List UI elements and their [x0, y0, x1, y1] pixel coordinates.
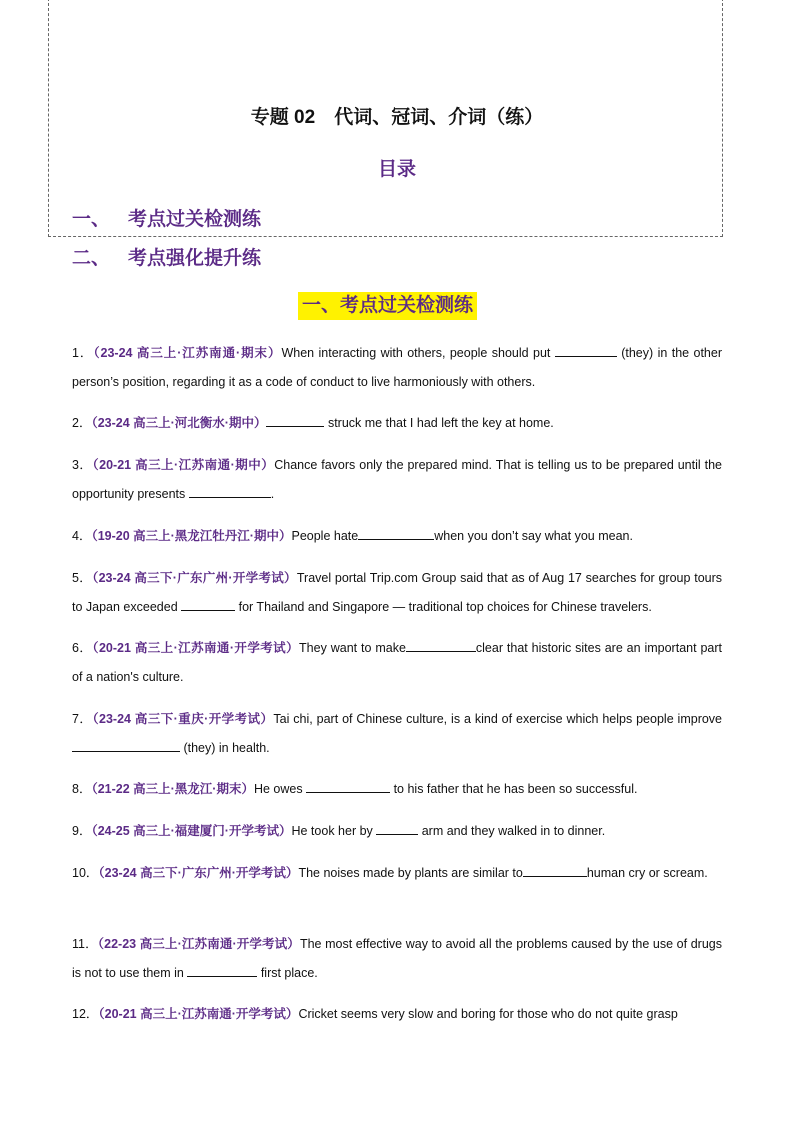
- question-text-after: arm and they walked in to dinner.: [418, 824, 606, 838]
- answer-blank[interactable]: [189, 485, 271, 498]
- question-12: [72, 1000, 722, 1029]
- question-10: [72, 859, 722, 888]
- question-source: （20-21 高三上·江苏南通·期中）: [92, 458, 275, 472]
- question-number: 8．: [72, 782, 92, 796]
- question-6: [72, 634, 722, 691]
- question-source: （21-22 高三上·黑龙江·期末）: [91, 782, 254, 796]
- question-number: 10．: [72, 866, 99, 880]
- question-number: 4．: [72, 529, 92, 543]
- toc-item-label: 考点过关检测练: [128, 209, 262, 230]
- page-title: 专题 02 代词、冠词、介词（练）: [250, 107, 544, 128]
- toc-item-label: 考点强化提升练: [128, 248, 262, 269]
- question-number: 2．: [72, 416, 92, 430]
- toc-item-2[interactable]: [72, 243, 261, 270]
- toc-item-number: 一、: [72, 209, 111, 230]
- question-text-before: People hate: [291, 529, 359, 543]
- question-source: （20-21 高三上·江苏南通·开学考试）: [98, 1007, 299, 1021]
- question-source: （24-25 高三上·福建厦门·开学考试）: [91, 824, 292, 838]
- answer-blank[interactable]: [555, 344, 617, 357]
- toc-item-1[interactable]: [72, 204, 261, 231]
- question-number: 12．: [72, 1007, 99, 1021]
- question-source: （23-24 高三下·广东广州·开学考试）: [98, 866, 299, 880]
- question-text-before: They want to make: [299, 641, 406, 655]
- question-text-after: .: [270, 486, 275, 501]
- question-number: 3．: [72, 458, 93, 472]
- question-text-before: Travel portal Trip.com Group said that as of Aug 17 searches for group tours to Japan exceeded: [72, 571, 723, 614]
- question-text-before: Chance favors only the prepared mind. That is telling us to be prepared until the opportunity presents: [72, 458, 722, 501]
- question-text-after: for Thailand and Singapore — traditional top choices for Chinese travelers.: [235, 599, 652, 614]
- question-text-after: when you don’t say what you mean.: [434, 529, 633, 543]
- question-text-after: first place.: [257, 965, 318, 980]
- question-text-before: Cricket seems very slow and boring for those who do not quite grasp: [298, 1007, 678, 1021]
- question-7: [72, 705, 722, 762]
- answer-blank[interactable]: [358, 527, 434, 540]
- question-number: 11．: [72, 937, 98, 951]
- question-source: （22-23 高三上·江苏南通·开学考试）: [97, 937, 300, 951]
- question-text-before: He owes: [253, 782, 307, 796]
- section-title: 一、考点过关检测练: [298, 292, 477, 320]
- question-8: [72, 775, 722, 804]
- question-1: [72, 339, 722, 396]
- question-11: [72, 930, 722, 987]
- question-text-after: clear that historic sites are an important part of a nation's culture.: [72, 641, 723, 684]
- question-text-after: struck me that I had left the key at home.: [324, 416, 554, 430]
- question-text-before: Tai chi, part of Chinese culture, is a kind of exercise which helps people improve: [273, 712, 723, 726]
- answer-blank[interactable]: [181, 598, 235, 611]
- question-number: 7．: [72, 712, 93, 726]
- answer-blank[interactable]: [306, 780, 390, 793]
- answer-blank[interactable]: [376, 822, 418, 835]
- question-text-before: He took her by: [291, 824, 377, 838]
- question-number: 9．: [72, 824, 92, 838]
- answer-blank[interactable]: [266, 414, 324, 427]
- question-2: [72, 409, 722, 438]
- answer-blank[interactable]: [187, 964, 257, 977]
- question-4: [72, 522, 722, 551]
- question-number: 5．: [72, 571, 93, 585]
- question-5: [72, 564, 722, 621]
- answer-blank[interactable]: [523, 864, 587, 877]
- question-source: （23-24 高三上·河北衡水·期中）: [91, 416, 267, 430]
- question-source: （19-20 高三上·黑龙江牡丹江·期中）: [91, 529, 292, 543]
- toc-item-number: 二、: [72, 248, 111, 269]
- question-3: [72, 451, 722, 508]
- question-text-after: (they) in the other person’s position, regarding it as a code of conduct to live harmoniously with others.: [72, 346, 722, 389]
- question-text-before: The most effective way to avoid all the problems caused by the use of drugs is not to use them in: [72, 937, 722, 980]
- answer-blank[interactable]: [406, 639, 476, 652]
- question-text-after: to his father that he has been so successful.: [390, 782, 638, 796]
- question-source: （23-24 高三上·江苏南通·期末）: [93, 346, 282, 360]
- question-source: （20-21 高三上·江苏南通·开学考试）: [92, 641, 300, 655]
- question-text-after: (they) in health.: [180, 740, 270, 755]
- question-number: 1．: [72, 346, 94, 360]
- question-text-after: human cry or scream.: [586, 866, 708, 880]
- question-9: [72, 817, 722, 846]
- toc-heading: 目录: [377, 159, 416, 180]
- question-text-before: When interacting with others, people should put: [281, 346, 555, 360]
- question-text-before: The noises made by plants are similar to: [298, 866, 523, 880]
- question-source: （23-24 高三下·重庆·开学考试）: [92, 712, 274, 726]
- answer-blank[interactable]: [72, 739, 180, 752]
- question-source: （23-24 高三下·广东广州·开学考试）: [92, 571, 297, 585]
- question-number: 6．: [72, 641, 93, 655]
